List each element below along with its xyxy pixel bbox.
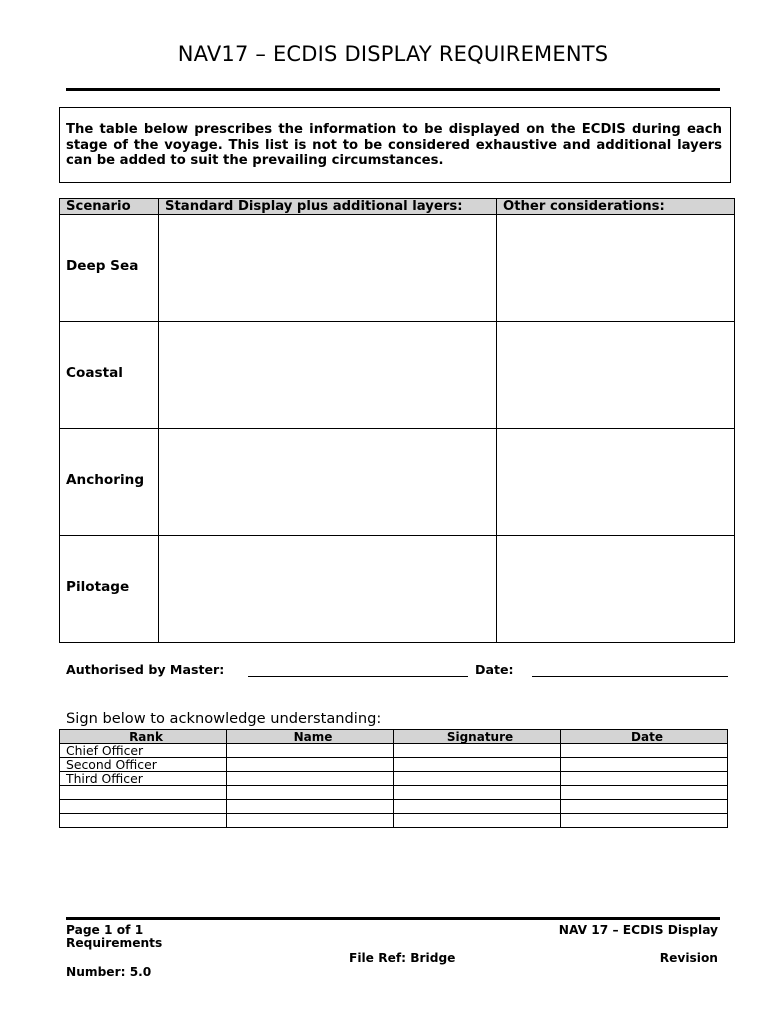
rank-cell[interactable] xyxy=(60,800,227,814)
sign-header-row xyxy=(60,730,728,744)
header-signature: Signature xyxy=(394,730,561,744)
signature-cell[interactable] xyxy=(394,744,561,758)
name-cell[interactable] xyxy=(227,744,394,758)
acknowledgement-table xyxy=(59,729,728,828)
date-cell[interactable] xyxy=(561,772,728,786)
table-row xyxy=(60,215,735,322)
footer-file-ref: File Ref: Bridge xyxy=(349,951,456,965)
footer-rule xyxy=(66,917,720,920)
scenario-coastal: Coastal xyxy=(60,322,159,429)
footer-page: Page 1 of 1 xyxy=(66,923,144,937)
rank-cell: Third Officer xyxy=(60,772,227,786)
signature-cell[interactable] xyxy=(394,800,561,814)
table-row xyxy=(60,800,728,814)
signature-cell[interactable] xyxy=(394,814,561,828)
header-other-considerations: Other considerations: xyxy=(497,199,735,215)
master-signature-line[interactable] xyxy=(248,676,468,677)
date-line[interactable] xyxy=(532,676,728,677)
footer-doc-title: NAV 17 – ECDIS Display xyxy=(558,923,718,937)
table-row xyxy=(60,322,735,429)
master-label: Authorised by Master: xyxy=(66,662,225,677)
standard-display-cell[interactable] xyxy=(159,429,497,536)
table-row xyxy=(60,758,728,772)
footer-doc-title-continued: Requirements xyxy=(66,936,163,950)
name-cell[interactable] xyxy=(227,800,394,814)
acknowledge-title: Sign below to acknowledge understanding: xyxy=(66,710,382,727)
date-cell[interactable] xyxy=(561,814,728,828)
other-considerations-cell[interactable] xyxy=(497,215,735,322)
table-row xyxy=(60,786,728,800)
display-requirements-table xyxy=(59,198,735,643)
signature-cell[interactable] xyxy=(394,758,561,772)
table-row xyxy=(60,744,728,758)
footer-revision-label: Revision xyxy=(659,951,718,965)
other-considerations-cell[interactable] xyxy=(497,429,735,536)
table-row xyxy=(60,814,728,828)
scenario-pilotage: Pilotage xyxy=(60,536,159,643)
standard-display-cell[interactable] xyxy=(159,536,497,643)
signature-cell[interactable] xyxy=(394,772,561,786)
name-cell[interactable] xyxy=(227,786,394,800)
rank-cell[interactable] xyxy=(60,814,227,828)
rank-cell: Chief Officer xyxy=(60,744,227,758)
rank-cell: Second Officer xyxy=(60,758,227,772)
intro-text: The table below prescribes the information to be displayed on the ECDIS during each stage of the voyage. This list is not to be considered exhaustive and additional layers can be added to suit the prevailing circumstances. xyxy=(66,122,722,168)
date-cell[interactable] xyxy=(561,800,728,814)
date-cell[interactable] xyxy=(561,786,728,800)
table-row xyxy=(60,536,735,643)
table-row xyxy=(60,429,735,536)
title-rule xyxy=(66,88,720,91)
header-name: Name xyxy=(227,730,394,744)
date-cell[interactable] xyxy=(561,758,728,772)
table-header-row xyxy=(60,199,735,215)
footer-revision-number: Number: 5.0 xyxy=(66,965,152,979)
name-cell[interactable] xyxy=(227,814,394,828)
rank-cell[interactable] xyxy=(60,786,227,800)
name-cell[interactable] xyxy=(227,758,394,772)
header-scenario: Scenario xyxy=(60,199,159,215)
other-considerations-cell[interactable] xyxy=(497,536,735,643)
other-considerations-cell[interactable] xyxy=(497,322,735,429)
scenario-anchoring: Anchoring xyxy=(60,429,159,536)
signature-cell[interactable] xyxy=(394,786,561,800)
scenario-deep-sea: Deep Sea xyxy=(60,215,159,322)
standard-display-cell[interactable] xyxy=(159,215,497,322)
date-label: Date: xyxy=(475,662,514,677)
table-row xyxy=(60,772,728,786)
header-date: Date xyxy=(561,730,728,744)
header-standard-display: Standard Display plus additional layers: xyxy=(159,199,497,215)
standard-display-cell[interactable] xyxy=(159,322,497,429)
date-cell[interactable] xyxy=(561,744,728,758)
name-cell[interactable] xyxy=(227,772,394,786)
intro-box xyxy=(59,107,731,183)
document-title: NAV17 – ECDIS DISPLAY REQUIREMENTS xyxy=(177,42,609,66)
header-rank: Rank xyxy=(60,730,227,744)
